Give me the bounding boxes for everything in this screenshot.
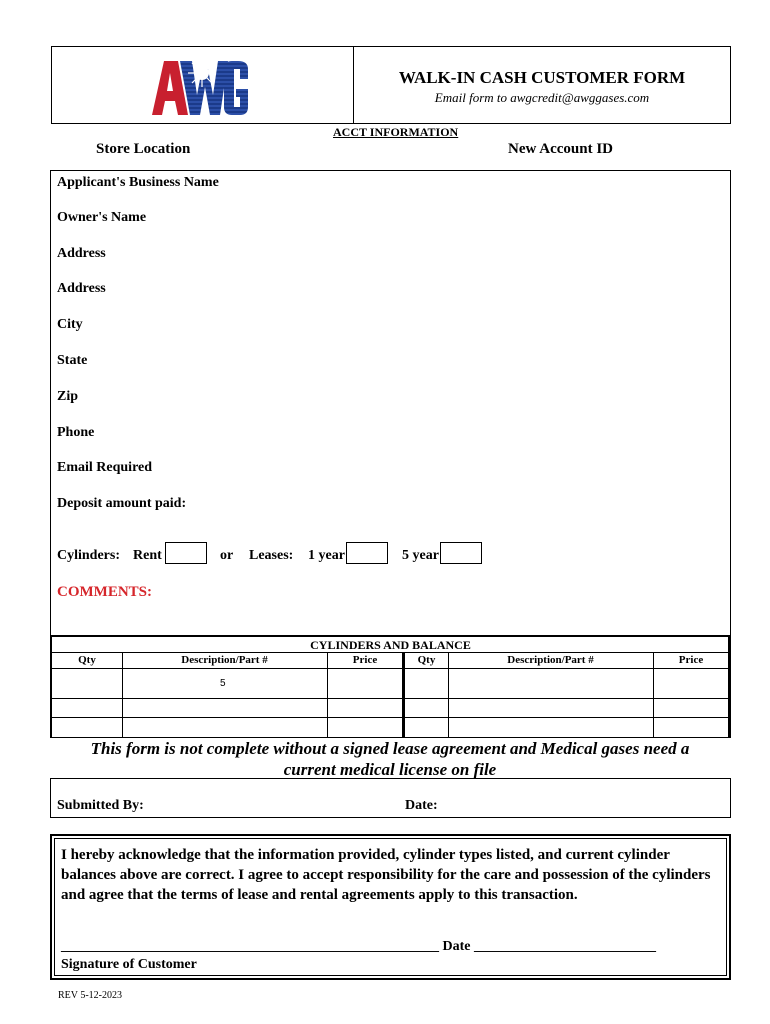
date-label: Date: xyxy=(405,798,438,813)
table-center-divider xyxy=(402,652,405,738)
cylinders-table-title: CYLINDERS AND BALANCE xyxy=(310,638,471,652)
table-row-rule-2 xyxy=(50,698,731,699)
state-label: State xyxy=(57,353,88,368)
awg-logo xyxy=(150,55,250,119)
phone-label: Phone xyxy=(57,425,95,440)
address-label: Address xyxy=(57,246,106,261)
col-header-qty-1: Qty xyxy=(78,654,96,666)
table-top-rule xyxy=(50,636,731,637)
business-name-label: Applicant's Business Name xyxy=(57,175,219,190)
table-header-rule xyxy=(50,652,731,653)
store-location-label: Store Location xyxy=(96,141,191,157)
table-col-rule xyxy=(448,652,449,738)
col-header-price-2: Price xyxy=(678,654,704,666)
applicant-info-box xyxy=(50,170,731,636)
table-col-rule xyxy=(122,652,123,738)
table-cell-value[interactable]: 5 xyxy=(220,678,226,689)
rent-label: Rent xyxy=(133,548,162,563)
five-year-checkbox[interactable] xyxy=(440,542,482,564)
table-col-rule xyxy=(327,652,328,738)
lease-notice: This form is not complete without a signed lease agreement and Medical gases need a current medical license on file xyxy=(90,739,690,779)
or-label: or xyxy=(220,548,234,563)
revision-label: REV 5-12-2023 xyxy=(58,990,122,1001)
city-label: City xyxy=(57,317,83,332)
one-year-checkbox[interactable] xyxy=(346,542,388,564)
owner-name-label: Owner's Name xyxy=(57,210,147,225)
acct-info-heading: ACCT INFORMATION xyxy=(333,125,459,139)
submitted-by-label: Submitted By: xyxy=(57,798,144,813)
address-2-label: Address xyxy=(57,281,106,296)
five-year-label: 5 year xyxy=(402,548,439,563)
form-title: WALK-IN CASH CUSTOMER FORM xyxy=(398,68,686,87)
signature-label: Signature of Customer xyxy=(61,957,197,972)
email-label: Email Required xyxy=(57,460,153,475)
submitted-box xyxy=(50,778,731,818)
comments-label: COMMENTS: xyxy=(57,584,152,600)
table-row-rule-3 xyxy=(50,717,731,718)
col-header-qty-2: Qty xyxy=(417,654,436,666)
col-header-price-1: Price xyxy=(352,654,378,666)
col-header-desc-2: Description/Part # xyxy=(507,654,594,666)
new-account-id-label: New Account ID xyxy=(508,141,613,157)
leases-label: Leases: xyxy=(249,548,294,563)
acknowledgement-text: I hereby acknowledge that the information provided, cylinder types listed, and current cylinder balances above are correct. I agree to accept responsibility for the care and possession of the cylinders and agree that the terms of lease and rental agreements apply to this transaction. xyxy=(61,847,711,903)
signature-date-line[interactable]: ______________________________________________________ Date __________________________ xyxy=(61,939,656,954)
form-email-instruction: Email form to awgcredit@awggases.com xyxy=(434,90,650,105)
deposit-label: Deposit amount paid: xyxy=(57,496,187,511)
cylinders-label: Cylinders: xyxy=(57,548,120,563)
table-col-rule xyxy=(653,652,654,738)
col-header-desc-1: Description/Part # xyxy=(181,654,268,666)
one-year-label: 1 year xyxy=(308,548,345,563)
table-row-rule-1 xyxy=(50,668,731,669)
zip-label: Zip xyxy=(57,389,79,404)
rent-checkbox[interactable] xyxy=(165,542,207,564)
